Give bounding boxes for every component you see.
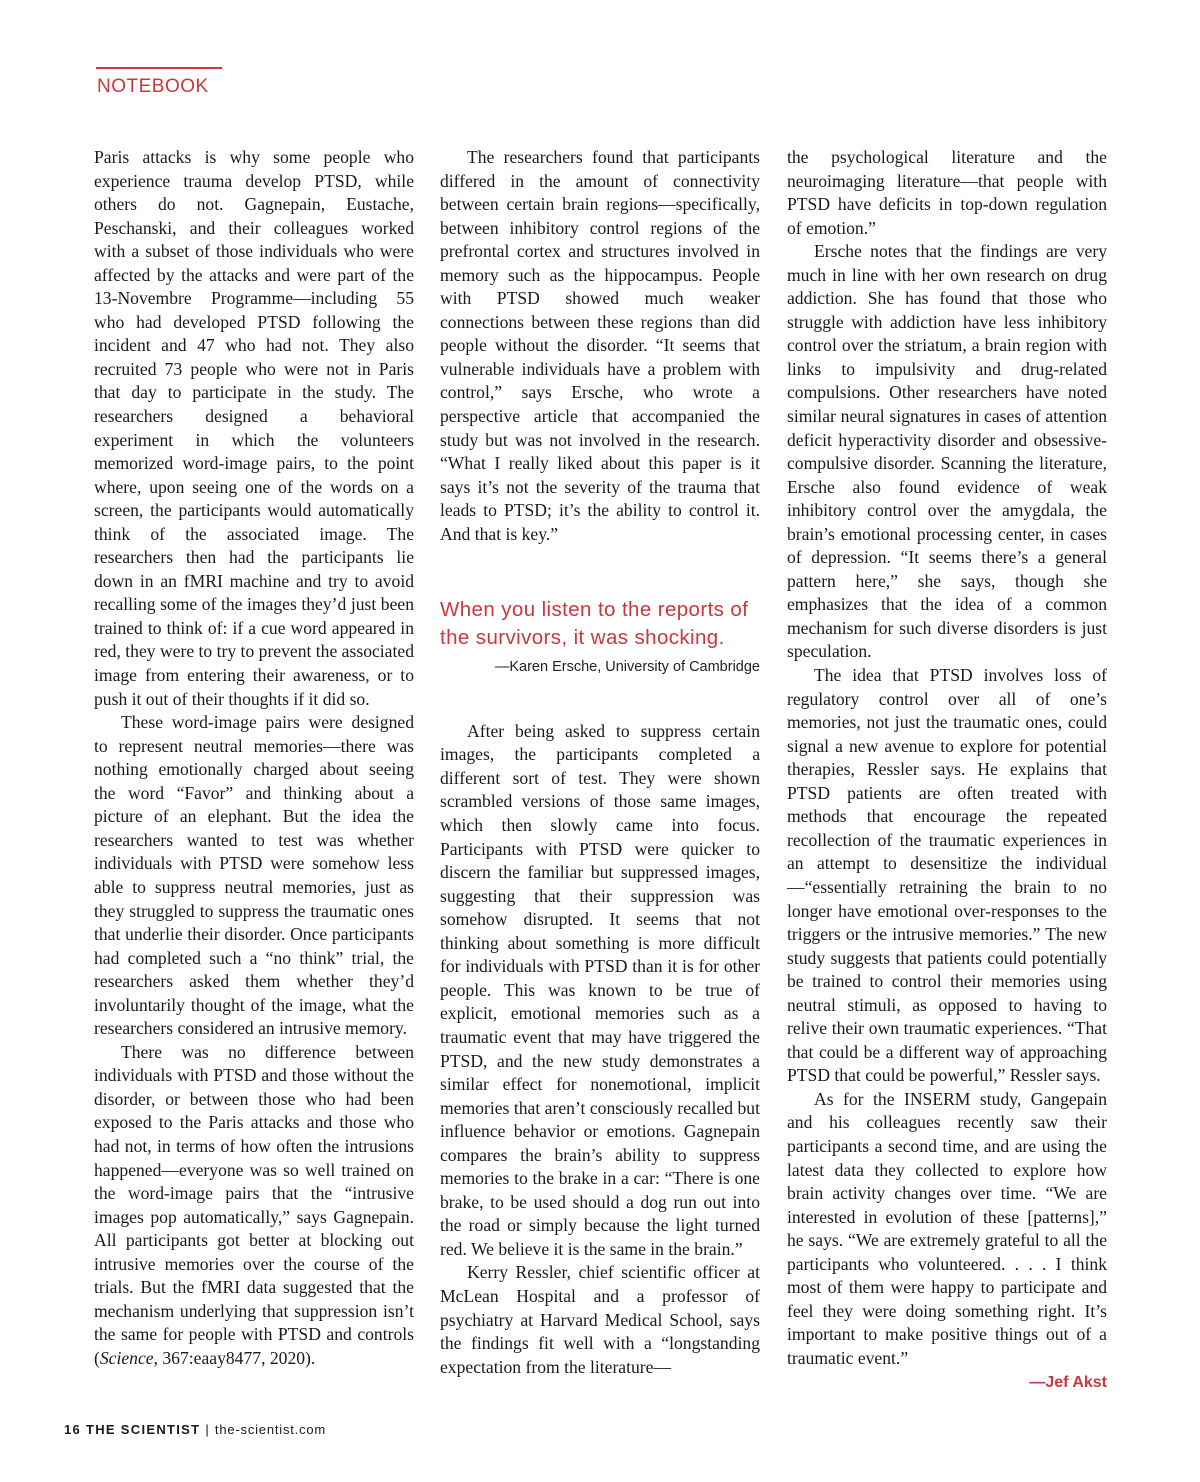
citation-journal: Science: [99, 1347, 154, 1368]
paragraph: Kerry Ressler, chief scientific officer at McLean Hospital and a professor of psychiatry at Harvard Medical School, says the findings fit well with a “longstanding expectation from the literature—: [440, 1262, 760, 1377]
paragraph: After being asked to suppress certain images, the participants completed a different sort of test. They were shown scrambled versions of those same images, which then slowly came into focus. Participants with PTSD were quicker to discern the familiar but suppressed images, suggesting that their suppression was somehow disrupted. It seems that not thinking about something is more difficult for individuals with PTSD than it is for other people. This was known to be true of explicit, emotional memories such as a traumatic event that may have triggered the PTSD, and the new study demonstrates a similar effect for nonemotional, implicit memories that aren’t consciously recalled but influence behavior or emotions. Gagnepain compares the brain’s ability to suppress memories to the brake in a car: “There is one brake, to be used should a dog run out into the road or simply because the light turned red. We believe it is the same in the brain.”: [440, 720, 760, 1259]
citation-details: , 367:eaay8477, 2020).: [153, 1347, 316, 1368]
pull-quote-spacer: [440, 680, 760, 720]
section-rule: [96, 67, 222, 69]
page-footer: [64, 1422, 326, 1437]
pull-quote: [440, 596, 760, 680]
paragraph: [94, 1041, 414, 1371]
pull-quote-text: When you listen to the reports of the survivors, it was shocking.: [440, 598, 749, 649]
website-link[interactable]: the-scientist.com: [214, 1422, 327, 1437]
page-number: 16: [64, 1422, 82, 1437]
pull-quote-attribution: —Karen Ersche, University of Cambridge: [494, 659, 760, 676]
paragraph: the psychological literature and the neuroimaging literature—that people with PTSD have deficits in top-down regulation of emotion.”: [787, 147, 1107, 238]
article-column-3: [787, 146, 1107, 1395]
byline: —Jef Akst: [1029, 1374, 1107, 1392]
article-column-1: [94, 146, 414, 1370]
article-column-2: [440, 146, 760, 1379]
paragraph: These word-image pairs were designed to represent neutral memories—there was nothing emotionally charged about seeing the word “Favor” and thinking about a picture of an elephant. But the idea the researchers wanted to test was whether individuals with PTSD were somehow less able to suppress neutral memories, just as they struggled to suppress the traumatic ones that underlie their disorder. Once participants had completed such a “no think” trial, the researchers asked them whether they’d involuntarily thought of the image, what the researchers considered an intrusive memory.: [94, 712, 414, 1039]
magazine-name: THE SCIENTIST: [85, 1422, 201, 1437]
paragraph: Ersche notes that the findings are very much in line with her own research on drug addiction. She has found that those who struggle with addiction have less inhibitory control over the striatum, a brain region with links to impulsivity and drug-related compulsions. Other researchers have noted similar neural signatures in cases of attention deficit hyperactivity disorder and obsessive-compulsive disorder. Scanning the literature, Ersche also found evidence of weak inhibitory control over the amygdala, the brain’s emotional processing center, in cases of depression. “It seems there’s a general pattern here,” she says, though she emphasizes that the idea of a common mechanism for such diverse disorders is just speculation.: [787, 241, 1107, 662]
paragraph: The researchers found that participants differed in the amount of connectivity between certain brain regions—specifically, between inhibitory control regions of the prefrontal cortex and structures involved in memory such as the hippocampus. People with PTSD showed much weaker connections between these regions than did people without the disorder. “It seems that vulnerable individuals have a problem with control,” says Ersche, who wrote a perspective article that accompanied the study but was not involved in the research. “What I really liked about this paper is it says it’s not the severity of the trauma that leads to PTSD; it’s the ability to control it. And that is key.”: [440, 147, 760, 544]
paragraph: The idea that PTSD involves loss of regulatory control over all of one’s memories, not just the traumatic ones, could signal a new avenue to explore for potential therapies, Ressler says. He explains that PTSD patients are often treated with methods that encourage the repeated recollection of the traumatic experiences in an attempt to desensitize the individual—“essentially retraining the brain to no longer have emotional over-responses to the triggers or the intrusive memories.” The new study suggests that patients could potentially be trained to control their memories using neutral stimuli, as opposed to having to relive their own traumatic experiences. “That that could be a different way of approaching PTSD that could be powerful,” Ressler says.: [787, 665, 1107, 1086]
section-label: NOTEBOOK: [97, 76, 209, 97]
footer-separator: |: [205, 1422, 210, 1437]
paragraph-text: There was no difference between individuals with PTSD and those without the disorder, or between those who had been exposed to the Paris attacks and those who had not, in terms of how often the intrusions happened—everyone was so well trained on the word-image pairs that the “intrusive images pop automatically,” says Gagnepain. All participants got better at blocking out intrusive memories over the course of the trials. But the fMRI data suggested that the mechanism underlying that suppression isn’t the same for people with PTSD and controls (: [94, 1041, 414, 1368]
paragraph: Paris attacks is why some people who experience trauma develop PTSD, while others do not. Gagnepain, Eustache, Peschanski, and their colleagues worked with a subset of those individuals who were affected by the attacks and were part of the 13-Novembre Programme—including 55 who had developed PTSD following the incident and 47 who had not. They also recruited 73 people who were not in Paris that day to participate in the study. The researchers designed a behavioral experiment in which the volunteers memorized word-image pairs, to the point where, upon seeing one of the words on a screen, the participants would automatically think of the associated image. The researchers then had the participants lie down in an fMRI machine and try to avoid recalling some of the images they’d just been trained to think of: if a cue word appeared in red, they were to try to prevent the associated image from entering their awareness, or to push it out of their thoughts if it did so.: [94, 147, 414, 709]
paragraph: As for the INSERM study, Gangepain and his colleagues recently saw their participants a second time, and are using the latest data they collected to explore how brain activity changes over time. “We are interested in evolution of these [patterns],” he says. “We are extremely grateful to all the participants who volunteered. . . . I think most of them were happy to participate and feel they were doing something right. It’s important to make positive things out of a traumatic event.”: [787, 1088, 1107, 1368]
